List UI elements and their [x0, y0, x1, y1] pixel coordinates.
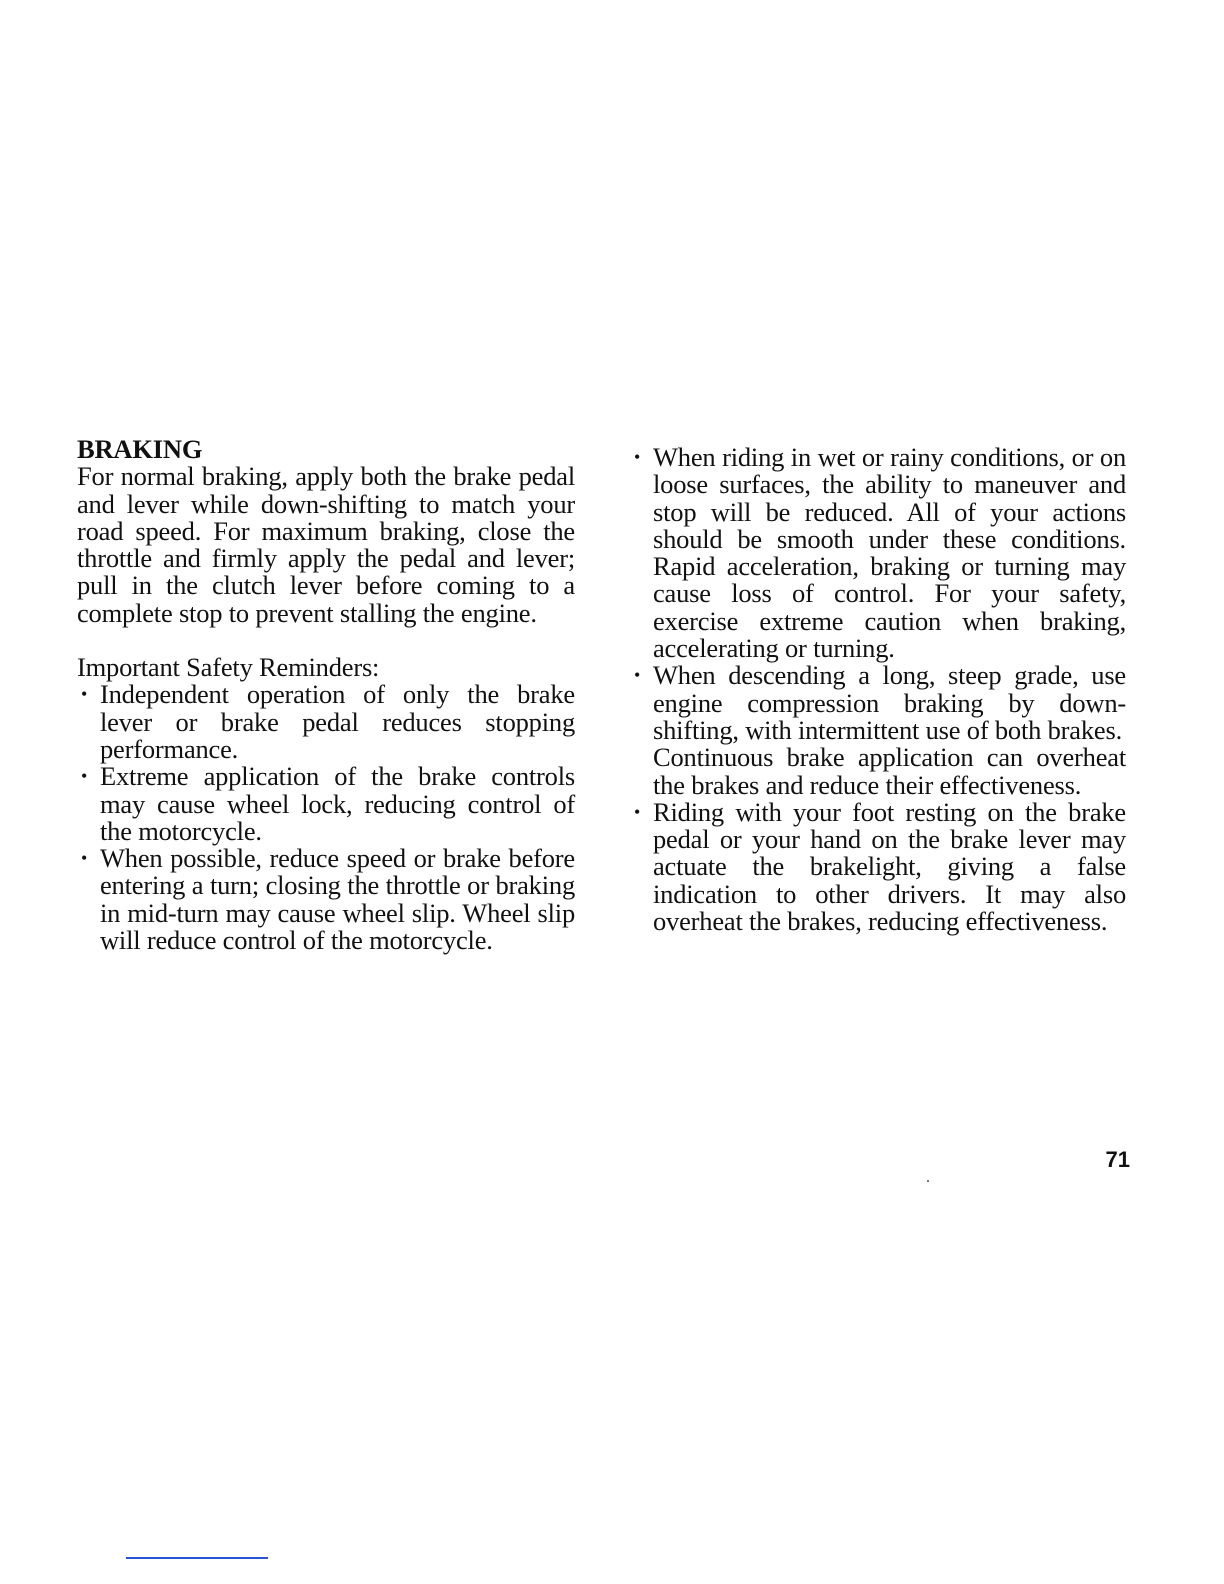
- safety-reminders-title: Important Safety Reminders:: [77, 652, 380, 683]
- riding-conditions-list: [630, 444, 1126, 744]
- page-number: 71: [1105, 1147, 1130, 1172]
- bullet-icon: •: [634, 447, 641, 467]
- bullet-icon: •: [81, 848, 88, 869]
- list-item-text: When possible, reduce speed or brake before entering a turn; closing the throttle or braking in mid-turn may cause wheel slip. Wheel slip will reduce control of the motorcycle.: [100, 843, 575, 956]
- list-item: [77, 681, 575, 763]
- braking-intro-paragraph: For normal braking, apply both the brake pedal and lever while down-shifting to match your road speed. For maximum braking, close the throttle and firmly apply the pedal and lever; pull in the clutch lever before coming to a complete stop to prevent stalling the engine.: [77, 461, 575, 628]
- list-item-text: Extreme application of the brake controls may cause wheel lock, reducing control of the motorcycle.: [100, 761, 575, 846]
- list-item: [630, 444, 1126, 662]
- continuation-paragraph: Continuous brake application can overheat the brakes and reduce their effectiveness.: [653, 742, 1126, 800]
- foot-resting-list: [630, 796, 1126, 937]
- safety-reminders-list: [77, 681, 575, 954]
- left-column: [77, 436, 575, 954]
- list-item-text: Riding with your foot resting on the brake pedal or your hand on the brake lever may actuate the brakelight, giving a false indication to other drivers. It may also overheat the brakes, reducing effectiveness.: [653, 796, 1126, 937]
- bullet-icon: •: [634, 665, 641, 686]
- list-item-text: When riding in wet or rainy conditions, or on loose surfaces, the ability to maneuver and stop will be reduced. All of your actions should be smooth under these conditions. Rapid acceleration, braking or turning may cause loss of control. For your safety, exercise extreme caution when braking, accelerating or turning.: [653, 442, 1126, 664]
- list-item: [77, 763, 575, 845]
- section-heading: BRAKING: [77, 434, 203, 464]
- right-column: [630, 444, 1126, 935]
- bullet-icon: •: [81, 766, 88, 787]
- list-item: [77, 845, 575, 954]
- bullet-icon: •: [81, 684, 88, 705]
- list-item-text: Independent operation of only the brake lever or brake pedal reduces stopping performance.: [100, 679, 575, 764]
- bottom-rule: [126, 1557, 268, 1559]
- list-item: [630, 662, 1126, 744]
- scan-speck: [927, 1180, 929, 1182]
- list-item-text: When descending a long, steep grade, use engine compression braking by down-shifting, with intermittent use of both brakes.: [653, 660, 1126, 745]
- list-item: [630, 796, 1126, 937]
- bullet-icon: •: [634, 801, 641, 822]
